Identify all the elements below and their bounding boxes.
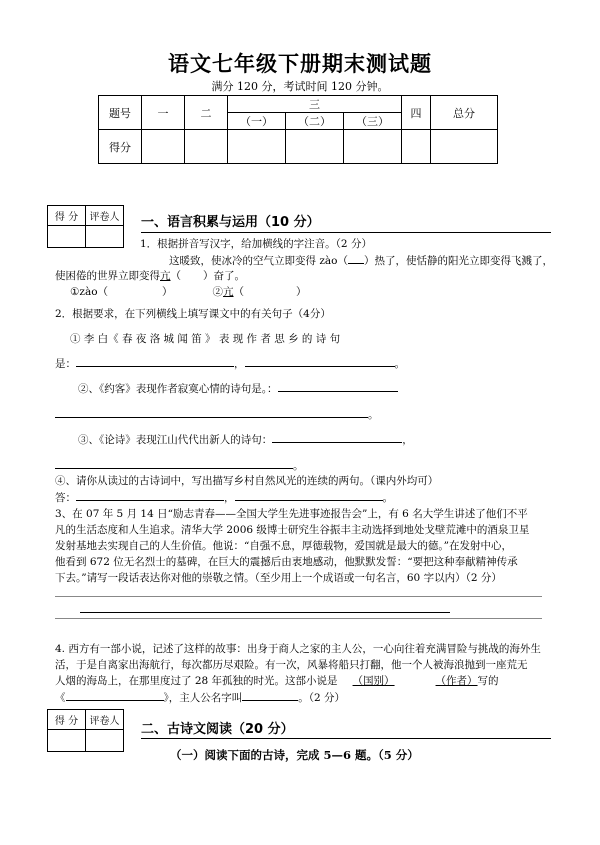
q1-text-line1: 这暖致，使冰冷的空气立即变得 zào（ ）热了，使恬静的阳光立即变得飞溅了， [169,252,553,269]
q2-item3-blank-1[interactable] [272,431,402,443]
grader-reviewer-label: 评卷人 [86,710,124,730]
q2-item1-blank-1[interactable] [76,355,234,367]
q1-blank-zao[interactable] [348,252,364,264]
section2-sub1: （一）阅读下面的古诗，完成 5—6 题。（5 分） [170,748,419,762]
score-cell-1[interactable] [142,130,185,164]
score-table-col-3-2: （二） [286,113,344,130]
q4-blank-country[interactable]: （国别） [352,675,395,687]
q4-line4: 《 》，主人公名字叫 。（2 分） [55,689,345,706]
q3-answer-rule-1[interactable] [55,596,542,597]
q3-answer-rule-2[interactable] [80,612,450,613]
page-title: 语文七年级下册期末测试题 [168,52,432,76]
grader-score-label: 得 分 [48,206,86,226]
grader-score-label: 得 分 [48,710,86,730]
q2-item1-blank-2[interactable] [245,355,395,367]
q4-line1: 4. 西方有一部小说，记述了这样的故事：出身于商人之家的主人公，一心向往着充满冒险与挑战的海外生 [55,643,541,655]
score-table-col-3-3: （三） [344,113,402,130]
score-cell-4[interactable] [402,130,431,164]
exam-subtitle: 满分 120 分，考试时间 120 分钟。 [211,80,389,93]
grader-box-section1 [47,205,124,248]
grader-reviewer-label: 评卷人 [86,206,124,226]
score-cell-3-3[interactable] [344,130,402,164]
q2-item4-answer: 答： ， 。 [55,489,393,506]
score-table-header-label: 题号 [99,96,142,130]
q4-blank-protagonist[interactable] [242,689,298,701]
score-table [98,95,498,164]
q4-line2: 活，于是自离家出海航行，每次都历尽艰险。有一次，风暴将船只打翻，他一个人被海浪抛到一座荒无 [55,659,528,671]
score-table-col-1: 一 [142,96,185,130]
q2-item2-blank-1[interactable] [278,380,398,392]
q2-item1-answer: 是： ， 。 [55,355,405,372]
q1-answer-line: ①zào（ ） ②亢（ ） [70,286,307,298]
q2-item3-line: ③、《论诗》表现江山代代出新人的诗句： ， [78,431,413,448]
q2-item4-line: ④、请你从读过的古诗词中，写出描写乡村自然风光的连续的两句。（课内外均可） [55,475,439,487]
q3-answer-rule-3[interactable] [55,618,542,619]
grader-score-cell[interactable] [48,730,86,752]
section2-heading-rule [141,738,551,739]
q2-item2-line: ②、《约客》表现作者寂寞心情的诗句是。： [78,380,398,397]
q4-blank-title[interactable] [66,689,164,701]
score-table-col-4: 四 [402,96,431,130]
q3-line2: 凡的生活态度和人生追求。清华大学 2006 级博士研究生谷振丰主动选择到地处戈壁荒滩中的酒泉卫星 [55,524,530,536]
section1-heading: 一、语言积累与运用（10 分） [141,215,320,230]
score-table-col-3: 三 [228,96,402,113]
section1-heading-rule [141,232,551,233]
score-cell-3-1[interactable] [228,130,286,164]
q2-item3-blank-2[interactable] [55,457,293,469]
q3-line4: 他看到 672 位无名烈士的墓碑，在巨大的震撼后由衷地感动，他默默发誓：“要把这种奉献精神传承 [55,556,518,568]
score-table-score-label: 得分 [99,130,142,164]
grader-box-section2 [47,709,124,752]
score-cell-2[interactable] [185,130,228,164]
q1-prompt: 1．根据拼音写汉字，给加横线的字注音。（2 分） [140,238,372,250]
score-cell-total[interactable] [431,130,498,164]
grader-score-cell[interactable] [48,226,86,248]
q2-prompt: 2．根据要求，在下列横线上填写课文中的有关句子（4分） [55,308,331,320]
score-table-col-total: 总分 [431,96,498,130]
q4-blank-author[interactable]: （作者） [435,675,478,687]
q1-text-line2: 使困倦的世界立即变得亢（ ）奋了。 [55,270,245,282]
q2-item2-answer: 。 [55,406,379,423]
q3-line1: 3、在 07 年 5 月 14 日“励志青春——全国大学生先进事迹报告会”上，有 6 名大学生讲述了他们不平 [55,508,528,520]
q4-line3: 人烟的海岛上，在那里度过了 28 年孤独的时光。这部小说是 （国别） （作者）写的 [55,675,499,687]
score-table-col-2: 二 [185,96,228,130]
q2-item4-blank-1[interactable] [76,489,224,501]
score-cell-3-2[interactable] [286,130,344,164]
section2-heading: 二、古诗文阅读（20 分） [141,722,294,737]
q2-item4-blank-2[interactable] [235,489,383,501]
q3-line3: 发射基地去实现自己的人生价值。他说：“自强不息，厚德载物，爱国就是最大的德。”在发射中心， [55,540,512,552]
q2-item3-answer: 。 [55,457,304,474]
grader-reviewer-cell[interactable] [86,730,124,752]
grader-reviewer-cell[interactable] [86,226,124,248]
score-table-col-3-1: （一） [228,113,286,130]
q2-item2-blank-2[interactable] [55,406,368,418]
q3-line5: 下去。”请写一段话表达你对他的崇敬之情。（至少用上一个成语或一句名言，60 字以内）（2 分） [55,572,502,584]
q2-item1-line: ① 李 白《 春 夜 洛 城 闻 笛 》 表 现 作 者 思 乡 的 诗 句 [70,333,341,345]
